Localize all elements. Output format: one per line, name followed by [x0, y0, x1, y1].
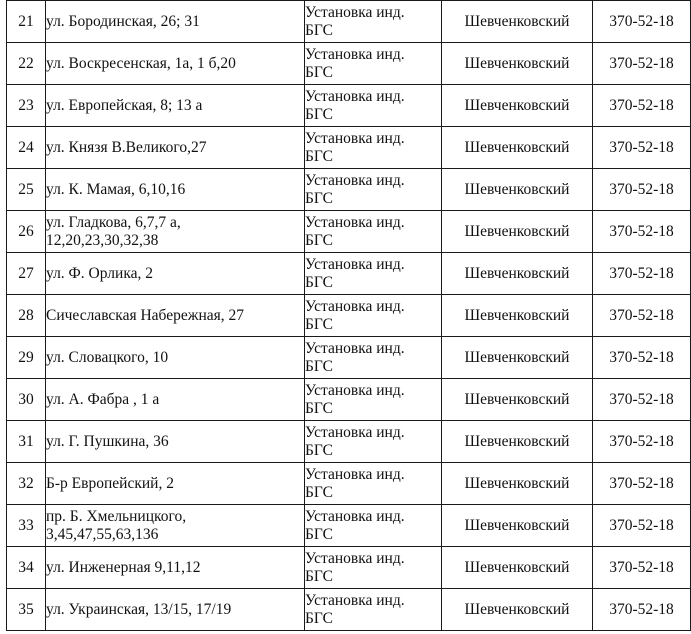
row-number: 27	[7, 253, 46, 295]
work-type-line: Установка инд.	[305, 549, 405, 567]
work-type-cell	[305, 127, 442, 169]
address-cell	[46, 127, 305, 169]
table-row	[7, 463, 691, 505]
district-cell: Шевченковский	[442, 169, 593, 211]
work-type-line: БГС	[305, 357, 333, 375]
work-type-line: БГС	[305, 315, 333, 333]
table-row	[7, 505, 691, 547]
row-number: 21	[7, 1, 46, 43]
address-line: 12,20,23,30,32,38	[46, 231, 159, 249]
address-cell	[46, 85, 305, 127]
work-type-line: Установка инд.	[305, 213, 405, 231]
phone-cell: 370-52-18	[593, 211, 691, 253]
address-cell	[46, 463, 305, 505]
work-type-cell	[305, 169, 442, 211]
phone-cell: 370-52-18	[593, 547, 691, 589]
work-type-line: БГС	[305, 63, 333, 81]
table-row	[7, 127, 691, 169]
work-type-line: Установка инд.	[305, 297, 405, 315]
phone-cell: 370-52-18	[593, 589, 691, 631]
table-row	[7, 337, 691, 379]
row-number: 29	[7, 337, 46, 379]
district-cell: Шевченковский	[442, 43, 593, 85]
table-row	[7, 43, 691, 85]
address-line: ул. Европейская, 8; 13 а	[46, 96, 203, 114]
work-type-line: Установка инд.	[305, 129, 405, 147]
district-cell: Шевченковский	[442, 421, 593, 463]
table-row	[7, 85, 691, 127]
work-type-line: БГС	[305, 483, 333, 501]
work-type-cell	[305, 85, 442, 127]
row-number: 23	[7, 85, 46, 127]
phone-cell: 370-52-18	[593, 421, 691, 463]
district-cell: Шевченковский	[442, 127, 593, 169]
district-cell: Шевченковский	[442, 85, 593, 127]
work-type-line: Установка инд.	[305, 423, 405, 441]
row-number: 33	[7, 505, 46, 547]
work-type-line: Установка инд.	[305, 171, 405, 189]
work-type-cell	[305, 505, 442, 547]
address-cell	[46, 169, 305, 211]
work-type-cell	[305, 421, 442, 463]
phone-cell: 370-52-18	[593, 127, 691, 169]
phone-cell: 370-52-18	[593, 1, 691, 43]
table-row	[7, 169, 691, 211]
table-row	[7, 547, 691, 589]
address-line: ул. Ф. Орлика, 2	[46, 264, 153, 282]
table-row	[7, 295, 691, 337]
work-type-cell	[305, 379, 442, 421]
work-type-line: БГС	[305, 147, 333, 165]
work-type-line: Установка инд.	[305, 255, 405, 273]
row-number: 31	[7, 421, 46, 463]
district-cell: Шевченковский	[442, 379, 593, 421]
district-cell: Шевченковский	[442, 295, 593, 337]
row-number: 28	[7, 295, 46, 337]
address-line: ул. К. Мамая, 6,10,16	[46, 180, 186, 198]
table-row	[7, 379, 691, 421]
phone-cell: 370-52-18	[593, 169, 691, 211]
district-cell: Шевченковский	[442, 547, 593, 589]
phone-cell: 370-52-18	[593, 295, 691, 337]
row-number: 30	[7, 379, 46, 421]
work-type-line: БГС	[305, 21, 333, 39]
phone-cell: 370-52-18	[593, 463, 691, 505]
work-type-line: Установка инд.	[305, 465, 405, 483]
work-type-line: БГС	[305, 105, 333, 123]
row-number: 32	[7, 463, 46, 505]
address-line: 3,45,47,55,63,136	[46, 525, 159, 543]
phone-cell: 370-52-18	[593, 505, 691, 547]
work-type-line: Установка инд.	[305, 3, 405, 21]
address-cell	[46, 1, 305, 43]
work-type-line: БГС	[305, 399, 333, 417]
work-type-line: БГС	[305, 189, 333, 207]
address-line: ул. Украинская, 13/15, 17/19	[46, 600, 232, 618]
work-type-cell	[305, 463, 442, 505]
work-type-cell	[305, 547, 442, 589]
row-number: 34	[7, 547, 46, 589]
district-cell: Шевченковский	[442, 505, 593, 547]
address-line: ул. Бородинская, 26; 31	[46, 12, 200, 30]
work-type-line: БГС	[305, 567, 333, 585]
work-type-cell	[305, 253, 442, 295]
address-cell	[46, 211, 305, 253]
address-line: ул. Словацкого, 10	[46, 348, 169, 366]
address-cell	[46, 505, 305, 547]
work-type-line: БГС	[305, 273, 333, 291]
work-type-cell	[305, 211, 442, 253]
table-row	[7, 1, 691, 43]
row-number: 22	[7, 43, 46, 85]
address-line: пр. Б. Хмельницкого,	[46, 507, 187, 525]
address-line: Б-р Европейский, 2	[46, 474, 174, 492]
work-type-line: Установка инд.	[305, 591, 405, 609]
work-type-cell	[305, 589, 442, 631]
work-type-line: БГС	[305, 441, 333, 459]
address-cell	[46, 253, 305, 295]
work-type-line: БГС	[305, 525, 333, 543]
address-line: ул. А. Фабра , 1 а	[46, 390, 160, 408]
work-type-cell	[305, 337, 442, 379]
table-row	[7, 421, 691, 463]
district-cell: Шевченковский	[442, 589, 593, 631]
address-cell	[46, 337, 305, 379]
work-type-line: Установка инд.	[305, 339, 405, 357]
address-line: ул. Г. Пушкина, 36	[46, 432, 169, 450]
address-line: Сичеславская Набережная, 27	[46, 306, 245, 324]
work-type-line: БГС	[305, 231, 333, 249]
phone-cell: 370-52-18	[593, 85, 691, 127]
work-type-line: БГС	[305, 609, 333, 627]
work-type-line: Установка инд.	[305, 507, 405, 525]
row-number: 25	[7, 169, 46, 211]
work-type-line: Установка инд.	[305, 381, 405, 399]
table-row	[7, 253, 691, 295]
row-number: 35	[7, 589, 46, 631]
district-cell: Шевченковский	[442, 1, 593, 43]
phone-cell: 370-52-18	[593, 379, 691, 421]
address-cell	[46, 379, 305, 421]
phone-cell: 370-52-18	[593, 337, 691, 379]
work-type-line: Установка инд.	[305, 45, 405, 63]
address-cell	[46, 547, 305, 589]
address-cell	[46, 43, 305, 85]
address-line: ул. Князя В.Великого,27	[46, 138, 207, 156]
address-cell	[46, 421, 305, 463]
address-cell	[46, 295, 305, 337]
work-type-cell	[305, 295, 442, 337]
work-type-line: Установка инд.	[305, 87, 405, 105]
address-cell	[46, 589, 305, 631]
address-line: ул. Инженерная 9,11,12	[46, 558, 201, 576]
phone-cell: 370-52-18	[593, 43, 691, 85]
row-number: 24	[7, 127, 46, 169]
address-line: ул. Гладкова, 6,7,7 а,	[46, 213, 181, 231]
table-body	[7, 1, 691, 631]
phone-cell: 370-52-18	[593, 253, 691, 295]
work-type-cell	[305, 1, 442, 43]
district-cell: Шевченковский	[442, 337, 593, 379]
table-row	[7, 589, 691, 631]
district-cell: Шевченковский	[442, 463, 593, 505]
row-number: 26	[7, 211, 46, 253]
district-cell: Шевченковский	[442, 253, 593, 295]
table-row	[7, 211, 691, 253]
address-table	[6, 0, 691, 631]
work-type-cell	[305, 43, 442, 85]
address-line: ул. Воскресенская, 1а, 1 б,20	[46, 54, 236, 72]
district-cell: Шевченковский	[442, 211, 593, 253]
